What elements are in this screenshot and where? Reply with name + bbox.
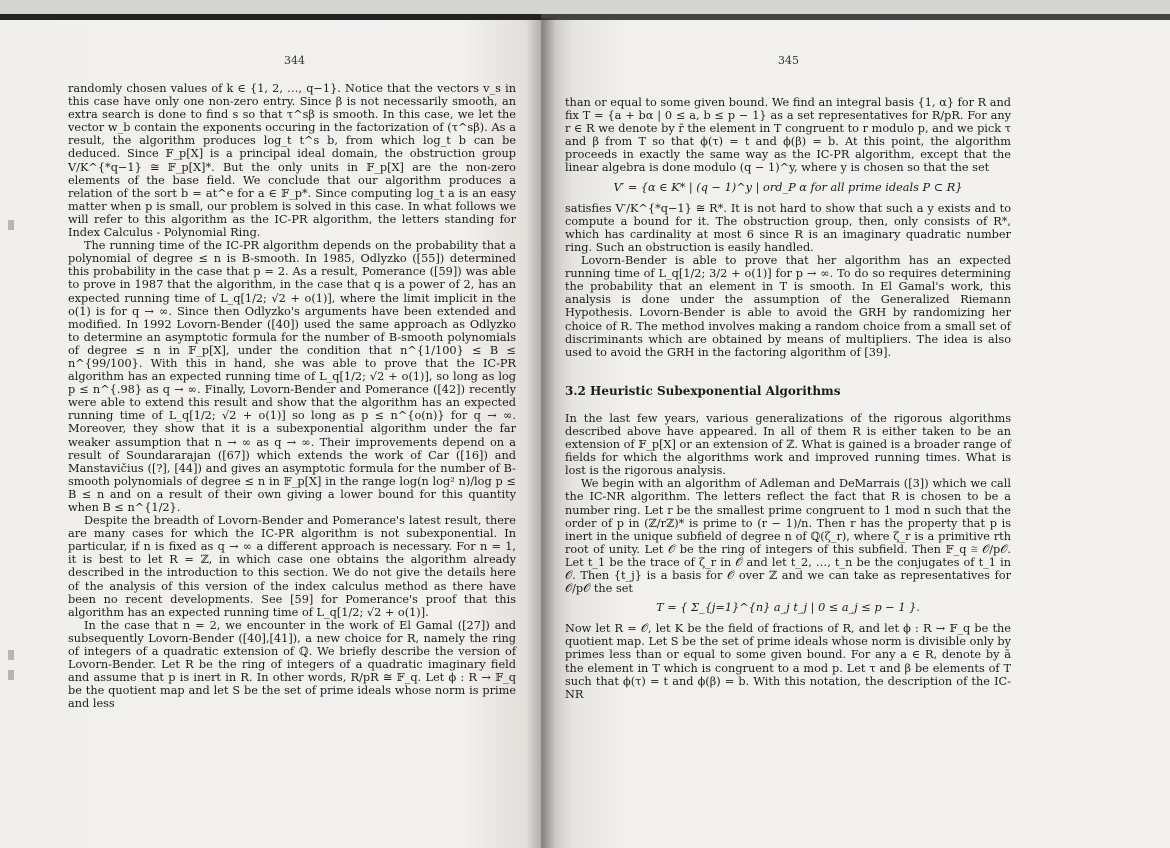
paragraph: The running time of the IC-PR algorithm depends on the probability that a polynomial of degree ≤ n is B-smooth. In 1985, Odlyzko ([55]) determined this probability in the case that p = 2. As a result, Pomerance ([59]) was able to prove in 1987 that the algorithm, in the case that q is a power of 2, has an expected running time of L_q[1/2; √2 + o(1)], where the limit implicit in the o(1) is for q → ∞. Since then Odlyzko's arguments have been extended and modified. In 1992 Lovorn-Bender ([40]) used the same approach as Odlyzko to determine an asymptotic formula for the number of B-smooth polynomials of degree ≤ n in 𝔽_p[X], under the condition that n^{1/100} ≤ B ≤ n^{99/100}. With this in hand, she was able to prove that the IC-PR algorithm has an expected running time of L_q[1/2; √2 + o(1)], so long as log p ≤ n^{.98} as q → ∞. Finally, Lovorn-Bender and Pomerance ([42]) recently were able to extend this result and show that the algorithm has an expected running time of L_q[1/2; √2 + o(1)] so long as p ≤ n^{o(n)} for q → ∞. Moreover, they show that it is a subexponential algorithm under the far weaker assumption that n → ∞ as q → ∞. Their improvements depend on a result of Soundararajan ([67]) which extends the work of Car ([16]) and Manstavičius ([?], [44]) and gives an asymptotic formula for the number of B-smooth polynomials of degree ≤ n in 𝔽_p[X] in the range log(n log² n)/log p ≤ B ≤ n and on a result of their own giving a lower bound for this quantity when B ≤ n^{1/2}. bbox=[68, 239, 516, 514]
section-heading: 3.2 Heuristic Subexponential Algorithms bbox=[565, 383, 841, 398]
display-equation: V′ = {α ∈ K* | (q − 1)^y | ord_P α for all prime ideals P ⊂ R} bbox=[613, 180, 963, 194]
paragraph: Lovorn-Bender is able to prove that her algorithm has an expected running time of L_q[1/2; 3/2 + o(1)] for p → ∞. To do so requires determining the probability that an element in T is smooth. In El Gamal's work, this analysis is done under the assumption of the Generalized Riemann Hypothesis. Lovorn-Bender is able to avoid the GRH by randomizing her choice of R. The method involves making a random choice from a small set of discriminants which are obtained by means of multipliers. The idea is also used to avoid the GRH in the factoring algorithm of [39]. bbox=[565, 254, 1011, 359]
display-equation: T = { Σ_{j=1}^{n} a_j t_j | 0 ≤ a_j ≤ p − 1 }. bbox=[656, 601, 920, 615]
paragraph: randomly chosen values of k ∈ {1, 2, …, q−1}. Notice that the vectors v_s in this case have only one non-zero entry. Since β is not necessarily smooth, an extra search is done to find s so that τ^sβ is smooth. In this case, we let the vector w_b contain the exponents occuring in the factorization of (τ^sβ). As a result, the algorithm produces log_t t^s b, from which log_t b can be deduced. Since 𝔽_p[X] is a principal ideal domain, the obstruction group V/K^{*q−1} ≅ 𝔽_p[X]*. But the only units in 𝔽_p[X] are the non-zero elements of the base field. We conclude that our algorithm produces a relation of the sort b = at^e for a ∈ 𝔽_p*. Since computing log_t a is an easy matter when p is small, our problem is solved in this case. In what follows we will refer to this algorithm as the IC-PR algorithm, the letters standing for Index Calculus - Polynomial Ring. bbox=[68, 82, 516, 240]
paragraph: In the last few years, various generalizations of the rigorous algorithms described above have appeared. In all of them R is either taken to be an extension of 𝔽_p[X] or an extension of ℤ. What is gained is a broader range of fields for which the algorithms work and improved running times. What is lost is the rigorous analysis. bbox=[565, 411, 1012, 478]
page-number: 344 bbox=[284, 54, 305, 67]
page-number: 345 bbox=[778, 54, 799, 67]
book-gutter-shadow bbox=[526, 18, 556, 848]
paragraph: Now let R = 𝒪, let K be the field of fractions of R, and let ϕ : R → 𝔽_q be the quotient map. Let S be the set of prime ideals whose norm is divisible only by primes less than or equal to some given bound. For any a ∈ R, denote by ā the element in T which is congruent to a mod p. Let τ and β be elements of T such that ϕ(τ) = t and ϕ(β) = b. With this notation, the description of the IC-NR bbox=[565, 622, 1011, 701]
paragraph: Despite the breadth of Lovorn-Bender and Pomerance's latest result, there are many cases for which the IC-PR algorithm is not subexponential. In particular, if n is fixed as q → ∞ a different approach is necessary. For n = 1, it is best to let R = ℤ, in which case one obtains the algorithm already described in the introduction to this section. We do not give the details here of the analysis of this version of the index calculus method as there have been no recent developments. See [59] for Pomerance's proof that this algorithm has an expected running time of L_q[1/2; √2 + o(1)]. bbox=[68, 514, 516, 619]
paragraph: than or equal to some given bound. We find an integral basis {1, α} for R and fix T = {a + bα | 0 ≤ a, b ≤ p − 1} as a set representatives for R/pR. For any r ∈ R we denote by r̄ the element in T congruent to r modulo p, and we pick τ and β from T so that ϕ(τ) = t and ϕ(β) = b. At this point, the algorithm proceeds in exactly the same way as the IC-PR algorithm, except that the linear algebra is done modulo (q − 1)^y, where y is chosen so that the set bbox=[565, 96, 1011, 175]
margin-marks bbox=[8, 220, 22, 720]
left-page-body bbox=[68, 82, 516, 711]
paragraph: We begin with an algorithm of Adleman and DeMarrais ([3]) which we call the IC-NR algorithm. The letters reflect the fact that R is chosen to be a number ring. Let r be the smallest prime congruent to 1 mod n such that the order of p in (ℤ/rℤ)* is prime to (r − 1)/n. Then r has the property that p is inert in the unique subfield of degree n of ℚ(ζ_r), where ζ_r is a primitive rth root of unity. Let 𝒪 be the ring of integers of this subfield. Then 𝔽_q ≅ 𝒪/p𝒪. Let t_1 be the trace of ζ_r in 𝒪 and let t_2, …, t_n be the conjugates of t_1 in 𝒪. Then {t_j} is a basis for 𝒪 over ℤ and we can take as representatives for 𝒪/p𝒪 the set bbox=[565, 477, 1011, 596]
paragraph: satisfies V′/K^{*q−1} ≅ R*. It is not hard to show that such a y exists and to compute a bound for it. The obstruction group, then, only consists of R*, which has cardinality at most 6 since R is an imaginary quadratic number ring. Such an obstruction is easily handled. bbox=[565, 201, 1011, 254]
paragraph: In the case that n = 2, we encounter in the work of El Gamal ([27]) and subsequently Lovorn-Bender ([40],[41]), a new choice for R, namely the ring of integers of a quadratic extension of ℚ. We briefly describe the version of Lovorn-Bender. Let R be the ring of integers of a quadratic imaginary field and assume that p is inert in R. In other words, R/pR ≅ 𝔽_q. Let ϕ : R → 𝔽_q be the quotient map and let S be the set of prime ideals whose norm is prime and less bbox=[68, 618, 516, 711]
left-page bbox=[0, 20, 541, 848]
right-page-body bbox=[565, 96, 1011, 701]
right-page bbox=[541, 20, 1170, 848]
